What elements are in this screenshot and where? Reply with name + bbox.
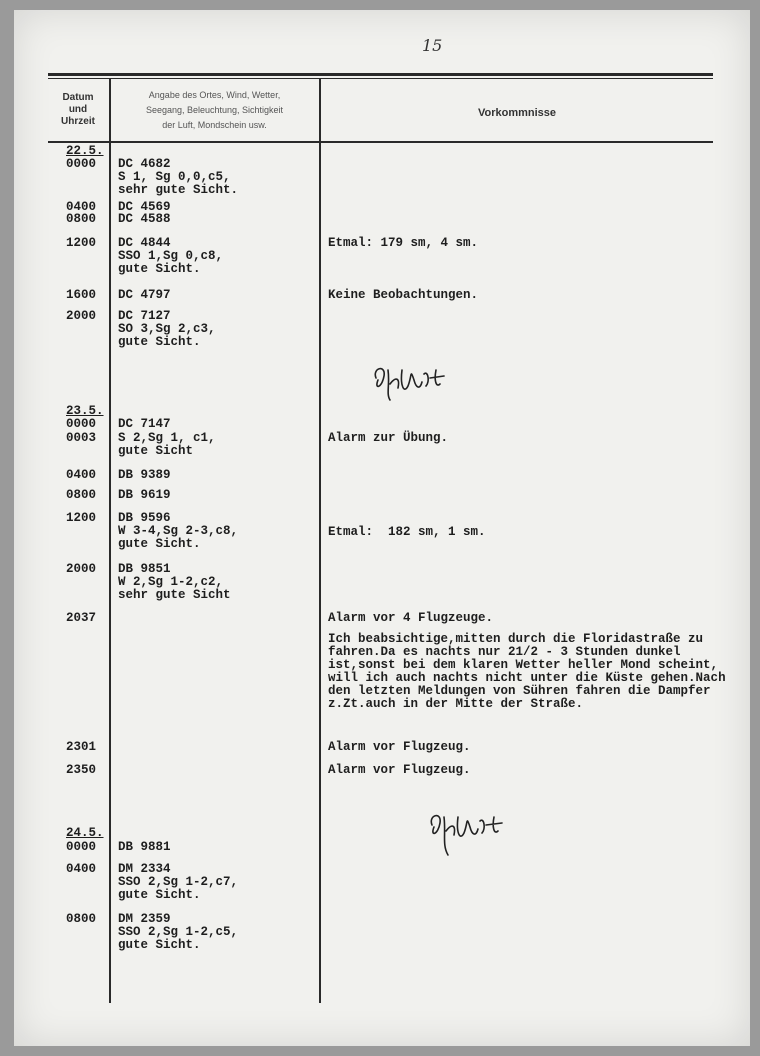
top-rule-thin [48, 78, 713, 79]
weather-line: W 3-4,Sg 2-3,c8, [118, 524, 239, 538]
time-2301: 2301 [66, 740, 97, 754]
top-double-rule [48, 73, 713, 76]
time-1600: 1600 [66, 288, 97, 302]
position-line: DB 9851 [118, 562, 171, 576]
time-0400: 0400 [66, 862, 97, 876]
position-line: DC 4588 [118, 212, 171, 226]
position-line: DC 4797 [118, 288, 171, 302]
header-location-weather [112, 88, 317, 133]
column-divider-1 [109, 78, 111, 1003]
visibility-line: gute Sicht. [118, 262, 201, 276]
date-24-5: 24.5. [66, 826, 104, 840]
event-florida-strait-plan: Ich beabsichtige,mitten durch die Floridastraße zu fahren.Da es nachts nur 21/2 - 3 Stunden dunkel ist,sonst bei dem klaren Wetter heller Mond scheint, will ich auch nachts nicht unter die Küste gehen.Nach den letzten Meldungen von Sühren fahren die Dampfer z.Zt.auch in der Mitte der Straße. [328, 632, 726, 711]
weather-line: SSO 2,Sg 1-2,c7, [118, 875, 239, 889]
event-alarm-aircraft: Alarm vor Flugzeug. [328, 740, 471, 754]
position-line: DC 4569 [118, 200, 171, 214]
time-2000: 2000 [66, 309, 97, 323]
date-23-5: 23.5. [66, 404, 104, 418]
position-line: DM 2334 [118, 862, 171, 876]
position-line: DB 9619 [118, 488, 171, 502]
time-2350: 2350 [66, 763, 97, 777]
visibility-line: gute Sicht. [118, 938, 201, 952]
event-no-observations: Keine Beobachtungen. [328, 288, 479, 302]
column-divider-2 [319, 78, 321, 1003]
weather-line: S 1, Sg 0,0,c5, [118, 170, 231, 184]
time-0000: 0000 [66, 157, 97, 171]
event-alarm-aircraft: Alarm vor Flugzeug. [328, 763, 471, 777]
position-line: DC 4844 [118, 236, 171, 250]
date-22-5: 22.5. [66, 144, 104, 158]
event-etmal: Etmal: 179 sm, 4 sm. [328, 236, 479, 250]
position-line: DM 2359 [118, 912, 171, 926]
time-2000: 2000 [66, 562, 97, 576]
time-0800: 0800 [66, 912, 97, 926]
visibility-line: gute Sicht. [118, 888, 201, 902]
visibility-line: gute Sicht. [118, 335, 201, 349]
time-0000: 0000 [66, 417, 97, 431]
position-line: DC 4682 [118, 157, 171, 171]
visibility-line: sehr gute Sicht [118, 588, 231, 602]
time-1200: 1200 [66, 511, 97, 525]
event-etmal: Etmal: 182 sm, 1 sm. [328, 525, 486, 539]
header-bottom-rule [48, 141, 713, 143]
time-0800: 0800 [66, 212, 97, 226]
header-und-label: und [68, 104, 88, 115]
header-location-line-3: der Luft, Mondschein usw. [162, 120, 267, 130]
weather-line: SSO 2,Sg 1-2,c5, [118, 925, 239, 939]
time-2037: 2037 [66, 611, 97, 625]
visibility-line: gute Sicht. [118, 537, 201, 551]
time-0000: 0000 [66, 840, 97, 854]
signature-1 [370, 360, 460, 410]
position-line: DB 9596 [118, 511, 171, 525]
visibility-line: gute Sicht [118, 444, 194, 458]
time-0800: 0800 [66, 488, 97, 502]
header-time-label: Uhrzeit [61, 116, 95, 127]
event-alarm-aircraft: Alarm vor 4 Flugzeuge. [328, 611, 494, 625]
weather-line: S 2,Sg 1, c1, [118, 431, 216, 445]
weather-line: SSO 1,Sg 0,c8, [118, 249, 224, 263]
event-alarm-drill: Alarm zur Übung. [328, 431, 449, 445]
page-number: 15 [422, 36, 443, 55]
position-line: DB 9389 [118, 468, 171, 482]
header-events: Vorkommnisse [477, 107, 557, 119]
visibility-line: sehr gute Sicht. [118, 183, 239, 197]
header-date-time [50, 92, 106, 128]
position-line: DB 9881 [118, 840, 171, 854]
time-1200: 1200 [66, 236, 97, 250]
time-0400: 0400 [66, 468, 97, 482]
weather-line: SO 3,Sg 2,c3, [118, 322, 216, 336]
header-location-line-1: Angabe des Ortes, Wind, Wetter, [148, 90, 281, 100]
header-location-line-2: Seegang, Beleuchtung, Sichtigkeit [145, 105, 284, 115]
time-0400: 0400 [66, 200, 97, 214]
weather-line: W 2,Sg 1-2,c2, [118, 575, 224, 589]
position-line: DC 7127 [118, 309, 171, 323]
signature-2 [426, 805, 521, 863]
time-0003: 0003 [66, 431, 97, 445]
position-line: DC 7147 [118, 417, 171, 431]
header-date-label: Datum [62, 92, 94, 103]
